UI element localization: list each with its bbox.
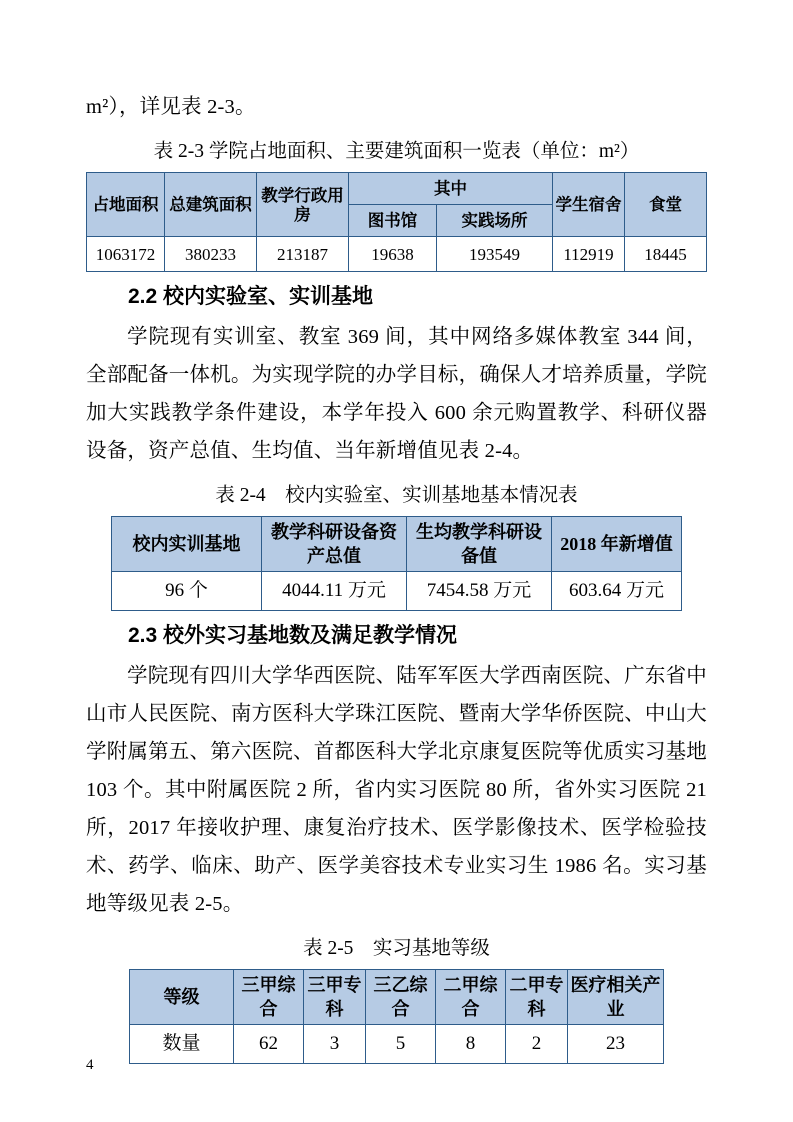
- table-2-5-cell: 5: [366, 1025, 436, 1064]
- section-2-2-body: 学院现有实训室、教室 369 间，其中网络多媒体教室 344 间，全部配备一体机。为实现学院的办学目标，确保人才培养质量，学院加大实践教学条件建设，本学年投入 600 余元购置教学、科研仪器设备，资产总值、生均值、当年新增值见表 2-4。: [86, 326, 707, 462]
- table-row: [130, 1025, 664, 1064]
- section-2-3-heading: 2.3 校外实习基地数及满足教学情况: [128, 624, 458, 647]
- table-2-5-row-label: 数量: [130, 1025, 234, 1064]
- table-2-5-header: 等级: [130, 970, 234, 1025]
- table-2-3-cell: 193549: [437, 237, 553, 272]
- table-2-5-header: 三乙综合: [366, 970, 436, 1025]
- table-2-5-cell: 8: [436, 1025, 506, 1064]
- table-2-3-cell: 1063172: [87, 237, 165, 272]
- section-2-3-body: 学院现有四川大学华西医院、陆军军医大学西南医院、广东省中山市人民医院、南方医科大学珠江医院、暨南大学华侨医院、中山大学附属第五、第六医院、首都医科大学北京康复医院等优质实习基地 103 个。其中附属医院 2 所，省内实习医院 80 所，省外实习医院 21 所，2017 年接收护理、康复治疗技术、医学影像技术、医学检验技术、药学、临床、助产、医学美容技术专业实习生 1986 名。实习基地等级见表 2-5。: [86, 665, 707, 915]
- table-2-3-header-dormitory: 学生宿舍: [553, 173, 625, 237]
- table-row: [87, 237, 707, 272]
- table-2-4-cell: 96 个: [112, 572, 262, 611]
- table-2-3-cell: 18445: [625, 237, 707, 272]
- table-2-3-header-teaching-admin: 教学行政用房: [257, 173, 349, 237]
- table-2-3-cell: 380233: [165, 237, 257, 272]
- table-2-4-header: 生均教学科研设备值: [407, 517, 552, 572]
- table-2-3-header-practice-site: 实践场所: [437, 205, 553, 237]
- table-2-4: [111, 516, 682, 611]
- table-row: [112, 517, 682, 572]
- table-2-5-header: 二甲专科: [506, 970, 568, 1025]
- table-2-4-header: 2018 年新增值: [552, 517, 682, 572]
- table-2-5-header: 三甲综合: [234, 970, 304, 1025]
- section-2-2-heading: 2.2 校内实验室、实训基地: [128, 285, 374, 308]
- table-2-3-header-canteen: 食堂: [625, 173, 707, 237]
- table-row: [130, 970, 664, 1025]
- table-2-5-cell: 23: [568, 1025, 664, 1064]
- table-2-5-cell: 2: [506, 1025, 568, 1064]
- table-2-4-header: 教学科研设备资产总值: [262, 517, 407, 572]
- table-2-3-cell: 112919: [553, 237, 625, 272]
- table-2-5-header: 二甲综合: [436, 970, 506, 1025]
- table-2-5-cell: 62: [234, 1025, 304, 1064]
- table-2-5-header: 医疗相关产业: [568, 970, 664, 1025]
- table-2-3: [86, 172, 707, 272]
- table-2-5-cell: 3: [304, 1025, 366, 1064]
- table-row: [112, 572, 682, 611]
- table-2-5-caption: 表 2-5 实习基地等级: [303, 938, 490, 959]
- table-2-5-header: 三甲专科: [304, 970, 366, 1025]
- table-2-4-caption: 表 2-4 校内实验室、实训基地基本情况表: [215, 485, 578, 506]
- table-2-3-header-library: 图书馆: [349, 205, 437, 237]
- page-number: 4: [86, 1057, 94, 1073]
- top-paragraph: m²），详见表 2-3。: [86, 96, 256, 118]
- table-row: [87, 173, 707, 205]
- table-2-3-cell: 19638: [349, 237, 437, 272]
- table-2-3-cell: 213187: [257, 237, 349, 272]
- table-2-4-cell: 603.64 万元: [552, 572, 682, 611]
- table-2-4-cell: 7454.58 万元: [407, 572, 552, 611]
- table-2-3-header-occupied-area: 占地面积: [87, 173, 165, 237]
- table-2-3-caption: 表 2-3 学院占地面积、主要建筑面积一览表（单位：m²）: [153, 141, 640, 162]
- table-2-3-header-group: 其中: [349, 173, 553, 205]
- table-2-4-header: 校内实训基地: [112, 517, 262, 572]
- table-2-5: [129, 969, 664, 1064]
- table-2-3-header-total-building-area: 总建筑面积: [165, 173, 257, 237]
- table-2-4-cell: 4044.11 万元: [262, 572, 407, 611]
